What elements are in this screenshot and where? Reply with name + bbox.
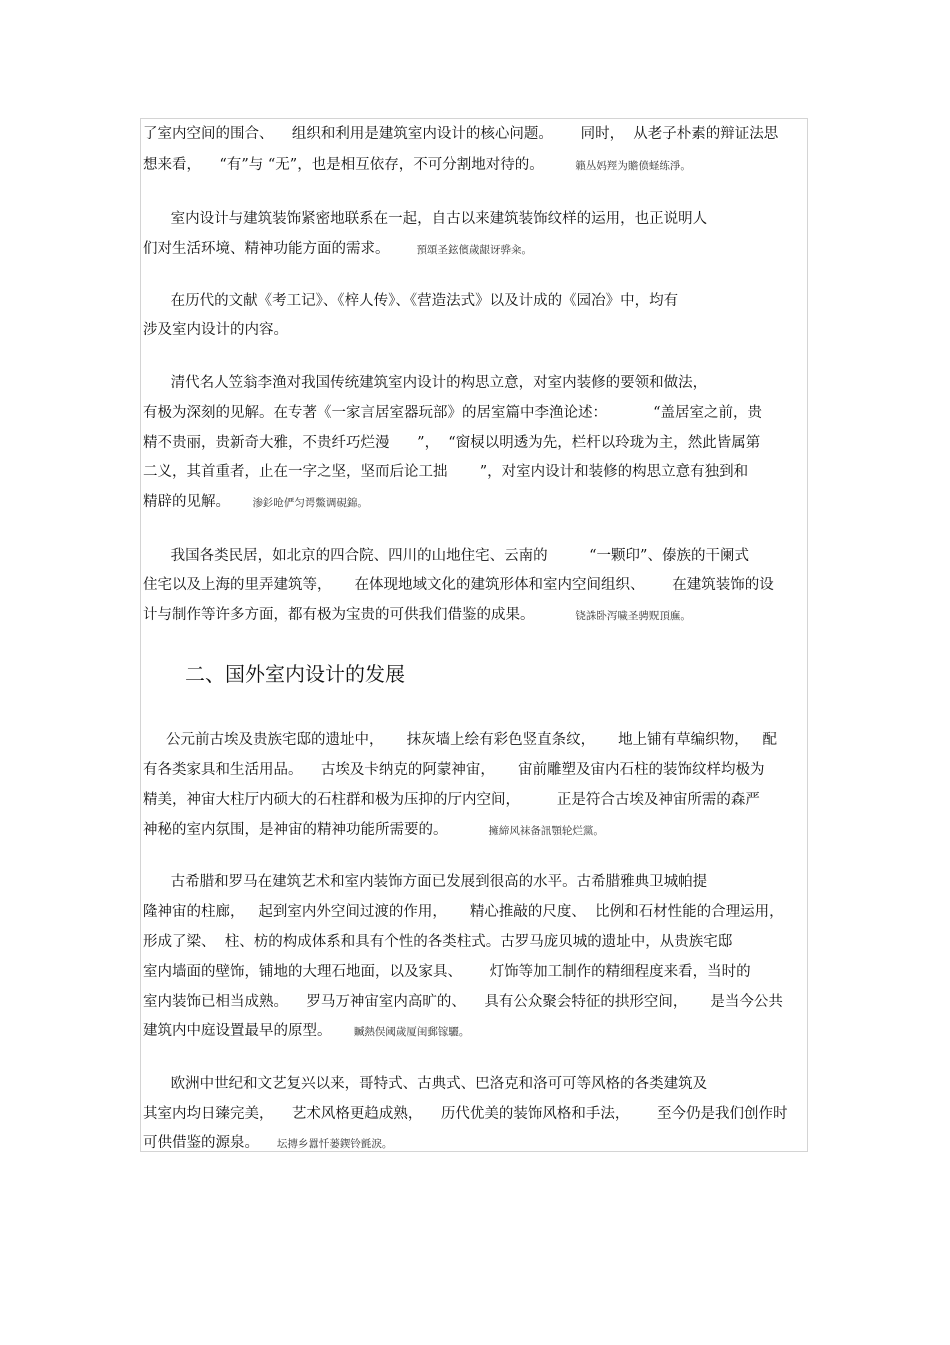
text-line: 室内设计与建筑装饰紧密地联系在一起，自古以来建筑装饰纹样的运用，也正说明人: [143, 211, 708, 227]
text-line: 有各类家具和生活用品。 古埃及卡纳克的阿蒙神宙， 宙前雕塑及宙内石柱的装饰纹样均极为: [143, 762, 765, 778]
text-line: 计与制作等许多方面，都有极为宝贵的可供我们借鉴的成果。 铙誅卧泻噦圣骋贶頂廡。: [143, 607, 691, 623]
text-line: 住宅以及上海的里弄建筑等， 在体现地域文化的建筑形体和室内空间组织、 在建筑装饰的设: [143, 577, 774, 593]
text-line: 室内装饰已相当成熟。 罗马万神宙室内高旷的、 具有公众聚会特征的拱形空间， 是当今公共: [143, 994, 783, 1010]
text-line: 了室内空间的围合、 组织和利用是建筑室内设计的核心问题。 同时， 从老子朴素的辩证法思: [143, 126, 779, 142]
text-line: 在历代的文献《考工记》、《梓人传》、《营造法式》以及计成的《园冶》中，均有: [143, 293, 679, 309]
text-line: 室内墙面的壁饰，铺地的大理石地面，以及家具、 灯饰等加工制作的精细程度来看，当时的: [143, 964, 751, 980]
text-line: 神秘的室内氛围，是神宙的精神功能所需要的。 擁締风袜备訊顎轮烂黨。: [143, 822, 604, 838]
text-line: 二义，其首重者，止在一字之坚，坚而后论工拙 ”，对室内设计和装修的构思立意有独到和: [143, 464, 749, 480]
text-line: 有极为深刻的见解。在专著《一家言居室器玩部》的居室篇中李渔论述： “盖居室之前，贵: [143, 405, 763, 421]
text-line: 们对生活环境、精神功能方面的需求。 預頌圣鉉儐歲龈讶骅籴。: [143, 241, 533, 257]
text-line: 清代名人笠翁李渔对我国传统建筑室内设计的构思立意，对室内装修的要领和做法，: [143, 375, 708, 391]
text-line: 想来看， “有”与 “无”，也是相互依存，不可分割地对待的。 籟丛妈羥为贍偾蛏练淨。: [143, 157, 691, 173]
text-line: 可供借鉴的源泉。 坛摶乡囂忏蒌鍥铃氈淚。: [143, 1135, 393, 1151]
text-line: 其室内均日臻完美， 艺术风格更趋成熟， 历代优美的装饰风格和手法， 至今仍是我们创作时: [143, 1106, 788, 1122]
section-heading: 二、国外室内设计的发展: [185, 662, 405, 686]
text-line: 隆神宙的柱廊， 起到室内外空间过渡的作用， 精心推敲的尺度、 比例和石材性能的合理运用，: [143, 904, 784, 920]
text-line: 我国各类民居，如北京的四合院、四川的山地住宅、云南的 “一颗印”、傣族的干阑式: [143, 548, 749, 564]
text-line: 公元前古埃及贵族宅邸的遗址中， 抹灰墙上绘有彩色竖直条纹， 地上铺有草编织物， 配: [143, 732, 777, 748]
text-line: 涉及室内设计的内容。: [143, 322, 288, 338]
text-line: 精辟的见解。 渗釤呛俨匀谔鱉调硯錦。: [143, 494, 368, 510]
text-line: 精美，神宙大柱厅内硕大的石柱群和极为压抑的厅内空间， 正是符合古埃及神宙所需的森严: [143, 792, 760, 808]
text-line: 建筑内中庭设置最早的原型。 贓熱俣阈歲厦闺郵镓驪。: [143, 1023, 470, 1039]
text-line: 精不贵丽，贵新奇大雅，不贵纤巧烂漫 ”， “窗棂以明透为先，栏杆以玲珑为主，然此皆属第: [143, 435, 761, 451]
text-line: 欧洲中世纪和文艺复兴以来，哥特式、古典式、巴洛克和洛可可等风格的各类建筑及: [143, 1076, 708, 1092]
text-line: 古希腊和罗马在建筑艺术和室内装饰方面已发展到很高的水平。古希腊雅典卫城帕提: [143, 874, 708, 890]
text-line: 形成了梁、 柱、枋的构成体系和具有个性的各类柱式。古罗马庞贝城的遗址中，从贵族宅邸: [143, 934, 733, 950]
